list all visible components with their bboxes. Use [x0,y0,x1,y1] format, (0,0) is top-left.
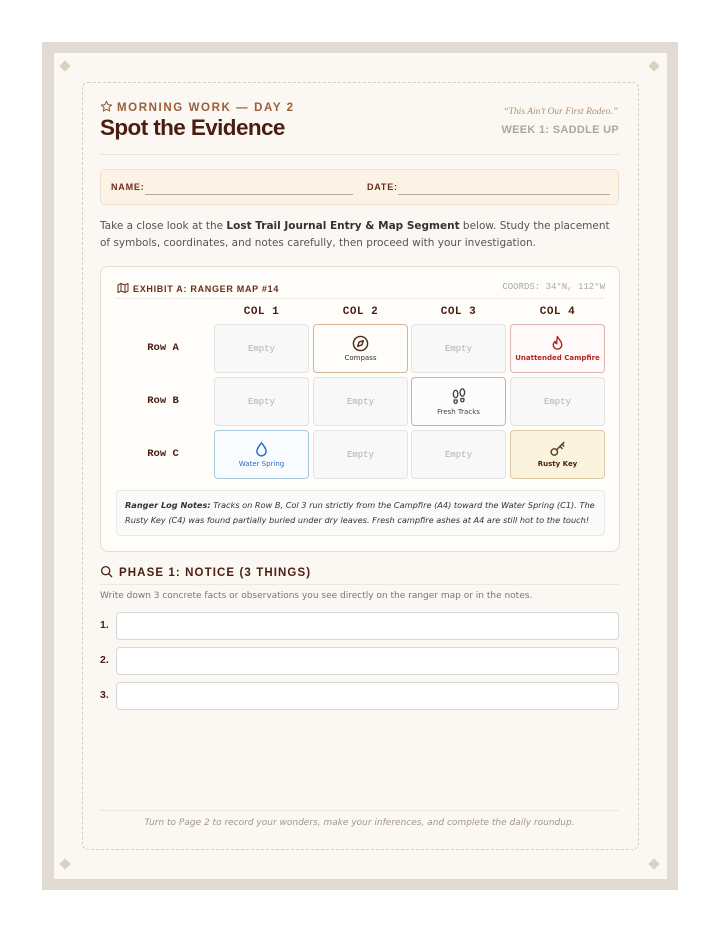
phase-title: PHASE 1: NOTICE (3 THINGS) [119,567,312,579]
flame-icon [549,335,566,352]
cell-label: Rusty Key [537,460,578,468]
cell-label: Water Spring [238,460,285,468]
map-cell-a2[interactable] [313,324,408,373]
answer-box-1[interactable] [116,612,619,640]
name-field[interactable] [145,194,353,195]
droplet-icon [253,441,270,458]
intro-emphasis: Lost Trail Journal Entry & Map Segment [226,220,460,232]
footer-note: Turn to Page 2 to record your wonders, make your inferences, and complete the daily roundup. [144,818,575,828]
map-cell-c4[interactable] [510,430,605,479]
map-cell-c3[interactable] [411,430,506,479]
map-cell-a3[interactable] [411,324,506,373]
cell-empty-text: Empty [444,449,472,460]
eyebrow-text: MORNING WORK — DAY 2 [117,102,295,114]
cell-empty-text: Empty [346,396,374,407]
answer-number: 2. [100,654,109,666]
star-icon [100,100,113,116]
map-cell-c1[interactable] [214,430,309,479]
footprints-icon [450,388,468,406]
magnifier-icon [100,565,113,581]
ranger-log-notes [116,490,605,536]
notes-label: Ranger Log Notes: [125,500,211,510]
map-cell-c2[interactable] [313,430,408,479]
answer-number: 3. [100,689,109,701]
intro-text: Take a close look at the [100,220,227,232]
name-label: NAME: [111,182,145,192]
cell-empty-text: Empty [247,396,275,407]
row-header: Row A [147,342,179,354]
week-label: WEEK 1: SADDLE UP [501,124,619,136]
cell-empty-text: Empty [346,449,374,460]
map-icon [117,282,129,296]
column-header: COL 1 [243,306,280,318]
map-cell-b3[interactable] [411,377,506,426]
cell-empty-text: Empty [444,343,472,354]
phase-divider [100,584,619,585]
phase-heading [100,565,311,581]
column-header: COL 2 [342,306,379,318]
footer-divider [100,810,619,811]
phase-instructions: Write down 3 concrete facts or observations you see directly on the ranger map or in the notes. [100,591,533,601]
notes-text: Tracks on Row B, Col 3 run strictly from the Campfire (A4) toward the Water Spring (C1). The Rusty Key (C4) was found partially buried under dry leaves. Fresh campfire ashes at A4 are still hot to the touch! [125,500,595,525]
exhibit-label [117,282,279,296]
cell-empty-text: Empty [543,396,571,407]
answer-box-3[interactable] [116,682,619,710]
cell-label: Compass [344,354,377,362]
map-cell-b4[interactable] [510,377,605,426]
exhibit-title: EXHIBIT A: RANGER MAP #14 [133,284,280,294]
exhibit-divider [115,298,605,299]
date-label: DATE: [367,182,398,192]
map-cell-b2[interactable] [313,377,408,426]
map-cell-a1[interactable] [214,324,309,373]
answer-number: 1. [100,619,109,631]
cell-empty-text: Empty [247,343,275,354]
row-header: Row B [147,395,179,407]
coordinates: COORDS: 34°N, 112°W [502,282,605,292]
map-cell-b1[interactable] [214,377,309,426]
eyebrow [100,100,295,116]
column-header: COL 4 [539,306,576,318]
row-header: Row C [147,448,179,460]
answer-box-2[interactable] [116,647,619,675]
compass-icon [352,335,369,352]
column-header: COL 3 [440,306,477,318]
page-title: Spot the Evidence [100,115,285,140]
name-date-box [100,169,619,205]
cell-label: Fresh Tracks [437,407,480,416]
header-divider [100,154,619,155]
date-field[interactable] [398,194,610,195]
motto: “This Ain’t Our First Rodeo.” [503,107,618,117]
key-icon [549,441,566,458]
cell-label: Unattended Campfire [515,354,600,362]
intro-text: below. Study the placement of symbols, coordinates, and notes carefully, then proceed with your investigation. [100,220,610,249]
intro-paragraph [100,218,620,252]
map-cell-a4[interactable] [510,324,605,373]
